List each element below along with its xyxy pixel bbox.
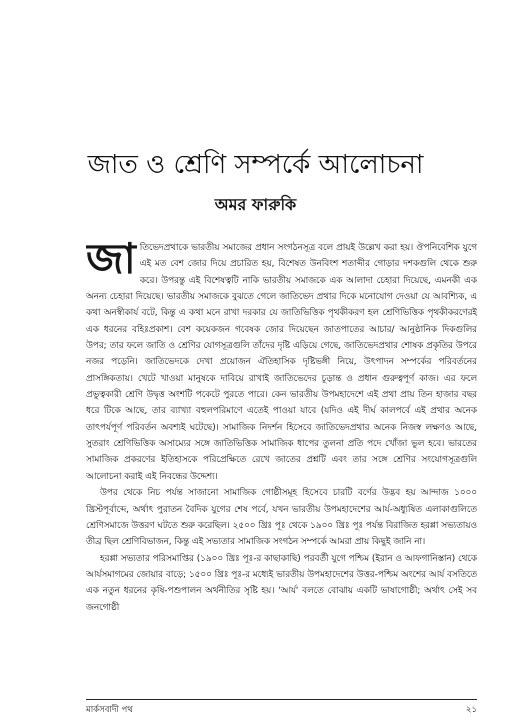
article-title: জাত ও শ্রেণি সম্পর্কে আলোচনা (87, 150, 424, 180)
page-number: ২১ (465, 705, 477, 715)
paragraph-3: হরপ্পা সভ্যতার পরিসমাপ্তির (১৯০০ খ্রিঃ পূঃ-র কাছাকাছি) পরবর্তী যুগে পশ্চিম (ইরান ও আফগানিস্তান) থেকে আর্যসমাগমের জোয়ার বাড়ে; ১৫০০ খ্রিঃ পূঃ-র মধ্যেই ভারতীয় উপমহাদেশের উত্তর-পশ্চিম অংশের আর্য বসতিতে এক নতুন ধরনের কৃষি-পশুপালন অর্থনীতির সৃষ্টি হয়। 'আর্য' বলতে বোঝায় একটি ভাষাগোষ্ঠী; অর্থাৎ সেই সব জনগোষ্ঠী (86, 553, 477, 613)
paragraph-1-text: তিভেদপ্রথাকে ভারতীয় সমাজের প্রধান সংগঠনসূত্র বলে প্রায়ই উল্লেখ করা হয়। ঔপনিবেশিক যুগে এই মত বেশ জোর দিয়ে প্রচারিত হয়, বিশেষত উনবিংশ শতাব্দীর গোড়ার দশকগুলি থেকে শুরু করে। উপরন্তু এই বিশেষত্বটি নাকি ভারতীয় সমাজকে এক আলাদা চেহারা দিয়েছে, এমনকী এক অনন্য চেহারা দিয়েছে। ভারতীয় সমাজকে বুঝতে গেলে জাতিভেদ প্রথার দিকে মনোযোগ দেওয়া যে আবশ্যিক, এ কথা অনস্বীকার্য বটে, কিন্তু এ কথা মনে রাখা দরকার যে জাতিভিত্তিক পৃথকীকরণ হল শ্রেণিভিত্তিক পৃথকীকরণেরই এক ধরনের বহিঃপ্রকাশ। বেশ কয়েকজন গবেষক জোর দিয়েছেন জাতপাতের আচার/ আনুষ্ঠানিক দিকগুলির উপর; তার ফলে জাতি ও শ্রেণির যোগসূত্রগুলি তাঁদের দৃষ্টি এড়িয়ে গেছে, জাতিভেদপ্রথার শোষক প্রকৃতির উপরে নজর পড়েনি। জাতিভেদকে দেখা প্রয়োজন ঐতিহাসিক দৃষ্টিভঙ্গী নিয়ে, উৎপাদন সম্পর্কের পরিবর্তনের প্রাসঙ্গিকতায়। খেটে খাওয়া মানুষকে দাবিয়ে রাখাই জাতিভেদের চূড়ান্ত ও প্রধান গুরুত্বপূর্ণ কাজ। এর ফলে প্রভুত্বকারী শ্রেণি উদ্বৃত্ত অংশটি পকেটে পুরতে পারে। কেন ভারতীয় উপমহাদেশে এই প্রথা প্রায় তিন হাজার বছর ধরে টিকে আছে, তার ব্যাখ্যা বহুলপরিমাণে এতেই পাওয়া যাবে (যদিও এই দীর্ঘ কালপর্বে এই প্রথার অনেক তাৎপর্যপূর্ণ পরিবর্তন অবশ্যই ঘটেছে)। সামাজিক নিদর্শন হিসেবে জাতিভেদপ্রথার অনেক নিজস্ব লক্ষণও আছে, সুতরাং শ্রেণিভিত্তিক অসাম্যের সঙ্গে জাতিভিত্তিক সামাজিক ধাপের তুলনা প্রতি পদে খোঁজা ভুল হবে। ভারতের সামাজিক প্রকরণের ইতিহাসকে পরিপ্রেক্ষিতে রেখে জাতের প্রশ্নটি এবং তার সঙ্গে শ্রেণির সংযোগসূত্রগুলি আলোচনা করাই এই নিবন্ধের উদ্দেশ্য। (86, 243, 477, 482)
drop-cap: জা (86, 240, 136, 283)
footer-publication: মার্কসবাদী পথ (86, 705, 133, 715)
article-author: অমর ফারুকি (214, 195, 297, 214)
article-body (86, 240, 477, 616)
footer-divider (86, 699, 477, 700)
paragraph-1 (86, 240, 477, 485)
paragraph-2: উপর থেকে নিচ পর্যন্ত সাজানো সামাজিক গোষ্ঠীসমূহ হিসেবে চারটি বর্ণের উদ্ভব হয় আন্দাজ ১০০০ খ্রিস্টপূর্বাব্দে, অর্থাৎ পুরাতন বৈদিক যুগের শেষ পর্বে, যখন ভারতীয় উপমহাদেশের আর্য-অধ্যুষিত এলাকাগুলিতে শ্রেণিসমাজে উত্তরণ ঘটতে শুরু করেছিল। ২৫০০ খ্রিঃ পূঃ থেকে ১৯০০ খ্রিঃ পূঃ পর্যন্ত বিরাজিত হরপ্পা সভ্যতায়ও তীব্র ছিল শ্রেণিবিভাজন, কিন্তু এই সভ্যতার সামাজিক সংগঠন সম্পর্কে আমরা প্রায় কিছুই জানি না। (86, 488, 477, 548)
